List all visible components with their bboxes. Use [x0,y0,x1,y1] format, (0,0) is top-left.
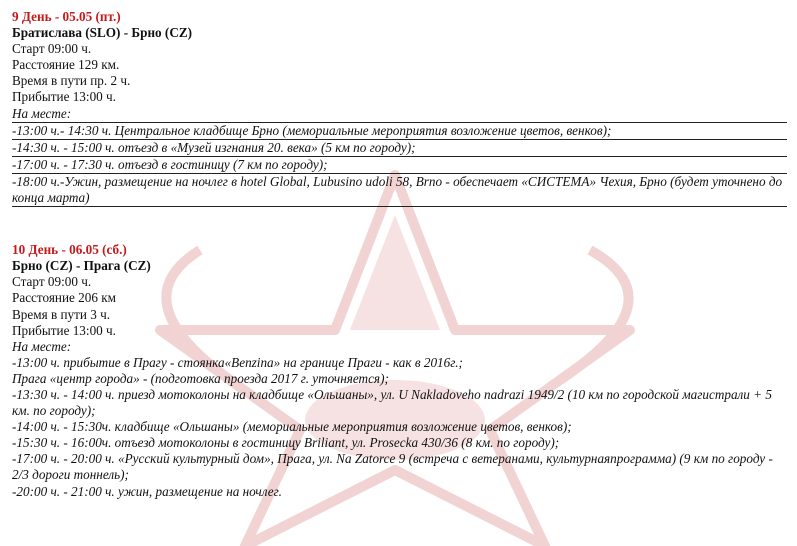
arrival-time: Прибытие 13:00 ч. [12,322,116,338]
travel-time: Время в пути пр. 2 ч. [12,73,131,89]
schedule-item: Прага «центр города» - (подготовка проезда 2017 г. уточняется); [12,370,389,386]
schedule-item: -17:00 ч. - 20:00 ч. «Русский культурный дом», Прага, ул. Na Zatorce 9 (встреча с ветеранами, культурнаяпрограмма) (9 км по городу - 2/3 дороги тоннель); [12,451,773,483]
day-9-section [12,9,787,207]
schedule-item: -14:30 ч. - 15:00 ч. отъезд в «Музей изгнания 20. века» (5 км по городу); [12,140,787,157]
schedule-item: -14:00 ч. - 15:30ч. кладбище «Ольшаны» (мемориальные мероприятия возложение цветов, венков); [12,419,572,435]
onsite-label: На месте: [12,338,72,354]
itinerary-document [12,0,787,500]
start-time: Старт 09:00 ч. [12,274,92,290]
start-time: Старт 09:00 ч. [12,41,92,57]
day-heading: 10 День - 06.05 (сб.) [12,242,127,258]
schedule-item: -18:00 ч.-Ужин, размещение на ночлег в hotel Global, Lubusino udoli 58, Brno - обеспечает «СИСТЕМА» Чехия, Брно (будет уточнено до конца марта) [12,174,787,207]
arrival-time: Прибытие 13:00 ч. [12,89,116,105]
distance: Расстояние 206 км [12,290,116,306]
schedule-item: -20:00 ч. - 21:00 ч. ужин, размещение на ночлег. [12,483,282,499]
schedule-item: -13:00 ч. прибытие в Прагу - стоянка«Benzina» на границе Праги - как в 2016г.; [12,354,463,370]
route-title: Братислава (SLO) - Брно (CZ) [12,25,193,41]
distance: Расстояние 129 км. [12,57,120,73]
schedule-item: -15:30 ч. - 16:00ч. отъезд мотоколоны в гостиницу Briliant, ул. Prosecka 430/36 (8 км. по городу); [12,435,560,451]
onsite-label: На месте: [12,106,787,123]
travel-time: Время в пути 3 ч. [12,306,111,322]
schedule-item: -17:00 ч. - 17:30 ч. отъезд в гостиницу (7 км по городу); [12,157,787,174]
route-title: Брно (CZ) - Прага (CZ) [12,258,151,274]
schedule-item: -13:30 ч. - 14:00 ч. приезд мотоколоны на кладбище «Ольшаны», ул. U Nakladoveho nadrazi 1949/2 (10 км по городской магистрали + 5 км. по городу); [12,386,772,419]
day-heading: 9 День - 05.05 (пт.) [12,9,121,24]
schedule-item: -13:00 ч.- 14:30 ч. Центральное кладбище Брно (мемориальные мероприятия возложение цветов, венков); [12,123,787,140]
day-10-section [12,242,787,500]
